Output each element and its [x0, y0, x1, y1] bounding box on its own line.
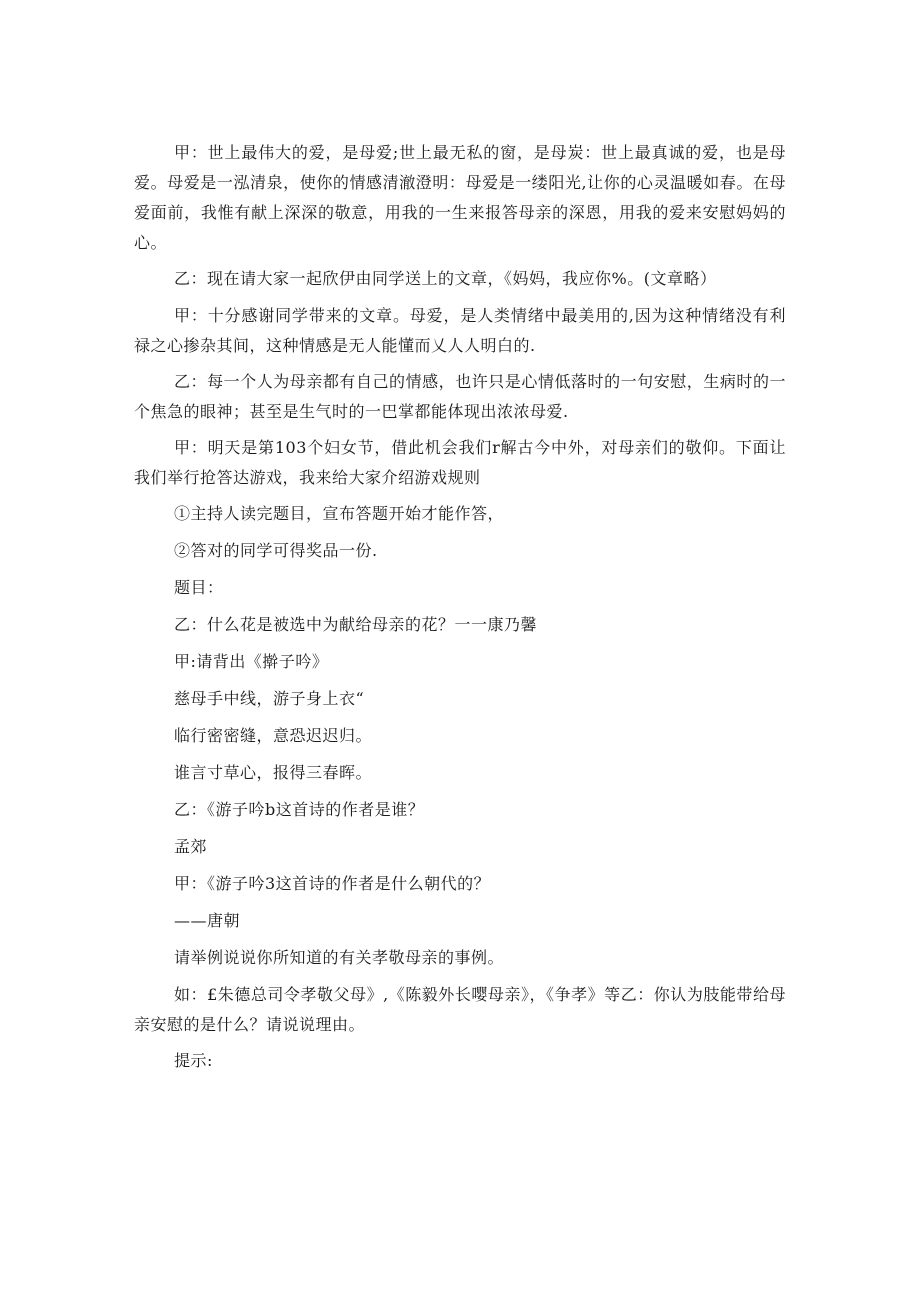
poem-line-2: 临行密密缝，意恐迟迟归。	[174, 726, 373, 745]
paragraph-jia-womens-day: 甲：明天是第103个妇女节，借此机会我们r解古今中外，对母亲们的敬仰。下面让我们举行抢答达游戏，我来给大家介绍游戏规则	[134, 438, 786, 487]
rule-item-2: ②答对的同学可得奖品一份.	[174, 541, 378, 560]
paragraph-yi-article: 乙：现在请大家一起欣伊由同学送上的文章，《妈妈，我应你%。(文章略）	[174, 269, 717, 288]
document-body	[134, 138, 786, 1083]
paragraph-jia-thanks: 甲：十分感谢同学带来的文章。母爱，是人类情绪中最美用的,因为这种情绪没有利禄之心掺杂其间，这种情感是无人能懂而乂人人明白的.	[134, 306, 786, 355]
answer-poem-author: 孟郊	[174, 837, 208, 856]
poem-line-1: 慈母手中线，游子身上衣“	[174, 689, 365, 708]
rule-item-1: ①主持人读完题目，宣布答题开始才能作答，	[174, 504, 505, 523]
question-poem-dynasty: 甲：《游子吟3这首诗的作者是什么朝代的？	[174, 874, 491, 893]
question-recite-poem: 甲:请背出《擀子吟》	[174, 652, 329, 671]
paragraph-examples-list: 如：£朱德总司令孝敬父母》,《陈毅外长嘤母亲》，《争孝》等乙：你认为肢能带给母亲安慰的是什么？请说说理由。	[134, 985, 786, 1034]
question-flower: 乙：什么花是被选中为献给母亲的花？一一康乃馨	[174, 615, 538, 634]
question-poem-author: 乙：《游子吟b这首诗的作者是谁？	[174, 800, 425, 819]
questions-heading: 题目：	[174, 578, 224, 597]
paragraph-intro-jia: 甲：世上最伟大的爱，是母爱;世上最无私的窗，是母炭：世上最真诚的爱，也是母爱。母爱是一泓清泉，使你的情感清澈澄明：母爱是一缕阳光,让你的心灵温暖如春。在母爱面前，我惟有献上深深的敬意，用我的一生来报答母亲的深恩，用我的爱来安慰妈妈的心。	[134, 143, 786, 252]
paragraph-yi-emotion: 乙：每一个人为母亲都有自己的情感，也许只是心情低落时的一句安慰，生病时的一个焦急的眼神；甚至是生气时的一巴掌都能体现出浓浓母爱.	[134, 372, 786, 421]
poem-line-3: 谁言寸草心，报得三春晖。	[174, 763, 373, 782]
prompt-examples: 请举例说说你所知道的有关孝敬母亲的事例。	[174, 948, 505, 967]
answer-poem-dynasty: ——唐朝	[174, 911, 241, 930]
hint-label: 提示:	[174, 1051, 213, 1070]
